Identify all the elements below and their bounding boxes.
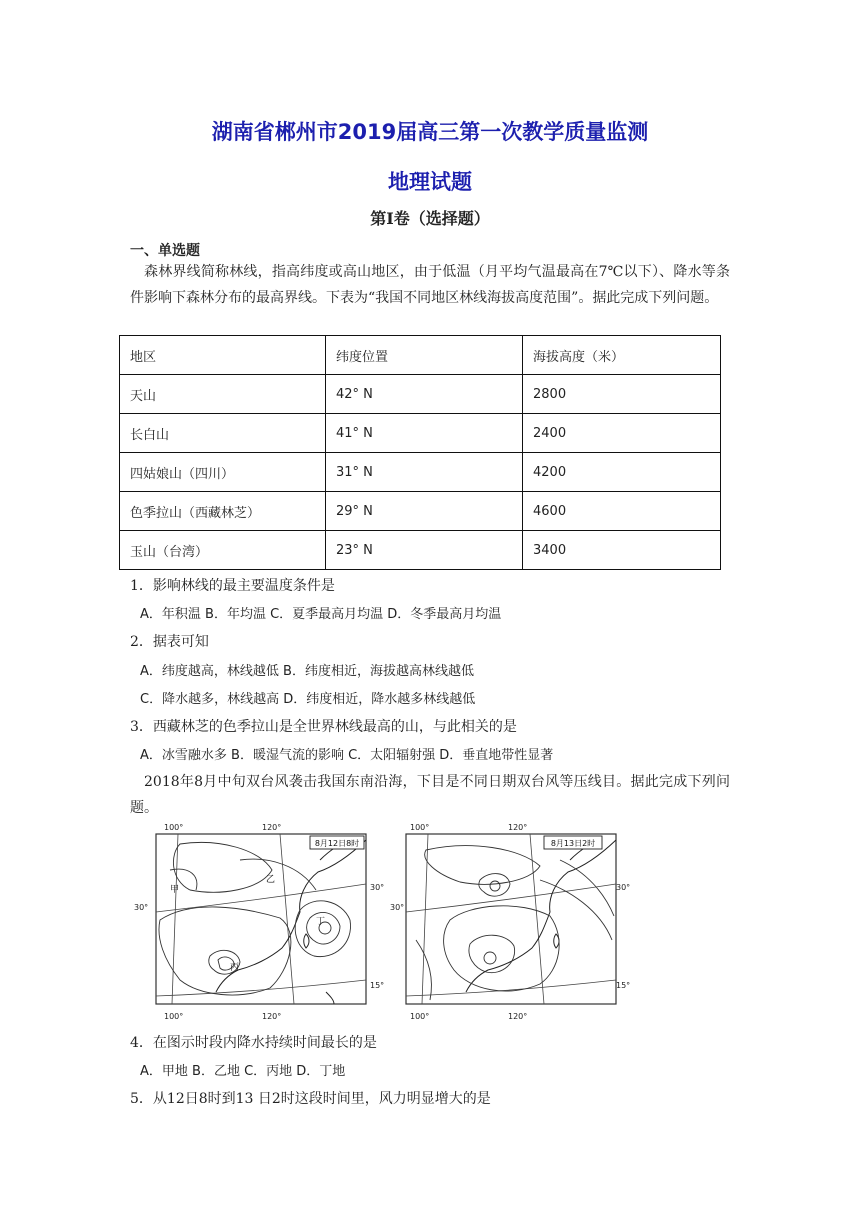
lat-label: 30° [390, 903, 405, 912]
table-row [120, 414, 721, 453]
table-row [120, 492, 721, 531]
table-cell: 3400 [523, 531, 721, 570]
lat-label: 15° [616, 981, 631, 990]
passage-2: 2018年8月中旬双台风袭击我国东南沿海，下目是不同日期双台风等压线目。据此完成下列问题。 [130, 774, 730, 816]
table-cell: 29° N [326, 492, 523, 531]
question-2-options-a: A．纬度越高，林线越低 B．纬度相近，海拔越高林线越低 [140, 664, 474, 679]
isobar-map-2-drawing [390, 820, 640, 1022]
lat-label: 30° [370, 883, 385, 892]
page-title: 湖南省郴州市2019届高三第一次教学质量监测 [211, 120, 649, 144]
question-3-options: A．冰雪融水多 B．暖湿气流的影响 C．太阳辐射强 D．垂直地带性显著 [140, 748, 554, 763]
place-label-bing: 丙 [230, 963, 240, 973]
question-4-options: A．甲地 B．乙地 C．丙地 D．丁地 [140, 1064, 346, 1079]
question-2-options-c: C．降水越多，林线越高 D．纬度相近，降水越多林线越低 [140, 692, 476, 707]
lon-label: 100° [410, 1012, 430, 1021]
table-cell: 4200 [523, 453, 721, 492]
table-cell: 长白山 [120, 414, 326, 453]
lon-label: 100° [164, 1012, 184, 1021]
table-cell: 2400 [523, 414, 721, 453]
table-row [120, 453, 721, 492]
lat-label: 15° [370, 981, 385, 990]
table-header-cell: 地区 [120, 336, 326, 375]
table-cell: 42° N [326, 375, 523, 414]
table-header-cell: 海拔高度（米） [523, 336, 721, 375]
table-cell: 31° N [326, 453, 523, 492]
isobar-maps-figure [130, 820, 640, 1022]
passage-1: 森林界线简称林线，指高纬度或高山地区，由于低温（月平均气温最高在7℃以下）、降水等条件影响下森林分布的最高界线。下表为“我国不同地区林线海拔高度范围”。据此完成下列问题。 [130, 264, 730, 306]
lat-label: 30° [134, 903, 149, 912]
lon-label: 120° [508, 1012, 528, 1021]
table-header-cell: 纬度位置 [326, 336, 523, 375]
section-heading: 一、单选题 [130, 243, 200, 259]
question-1-options: A．年积温 B．年均温 C．夏季最高月均温 D．冬季最高月均温 [140, 607, 502, 622]
section-title: 第Ⅰ卷（选择题） [370, 209, 490, 228]
table-row [120, 375, 721, 414]
table-cell: 4600 [523, 492, 721, 531]
lon-label: 120° [262, 1012, 282, 1021]
lon-label: 100° [410, 823, 430, 832]
table-row [120, 531, 721, 570]
table-cell: 41° N [326, 414, 523, 453]
question-1: 1．影响林线的最主要温度条件是 [130, 578, 335, 594]
place-label-ding: 丁 [316, 917, 326, 927]
treeline-table [119, 335, 721, 570]
lon-label: 100° [164, 823, 184, 832]
question-2: 2．据表可知 [130, 634, 209, 650]
table-cell: 玉山（台湾） [120, 531, 326, 570]
question-4: 4．在图示时段内降水持续时间最长的是 [130, 1035, 377, 1051]
place-label-yi: 乙 [266, 875, 276, 885]
question-5: 5．从12日8时到13 日2时这段时间里，风力明显增大的是 [130, 1091, 491, 1107]
table-cell: 天山 [120, 375, 326, 414]
isobar-map-1 [130, 820, 385, 1022]
table-cell: 色季拉山（西藏林芝） [120, 492, 326, 531]
table-cell: 23° N [326, 531, 523, 570]
lat-label: 30° [616, 883, 631, 892]
table-cell: 2800 [523, 375, 721, 414]
place-label-jia: 甲 [170, 885, 180, 895]
lon-label: 120° [262, 823, 282, 832]
map-date-label: 8月13日2时 [550, 839, 596, 848]
map-date-label: 8月12日8时 [314, 839, 360, 848]
page-subtitle: 地理试题 [388, 170, 472, 194]
table-cell: 四姑娘山（四川） [120, 453, 326, 492]
lon-label: 120° [508, 823, 528, 832]
isobar-map-1-drawing [130, 820, 385, 1022]
table-header-row [120, 336, 721, 375]
question-3: 3．西藏林芝的色季拉山是全世界林线最高的山，与此相关的是 [130, 719, 517, 735]
isobar-map-2 [390, 820, 640, 1022]
